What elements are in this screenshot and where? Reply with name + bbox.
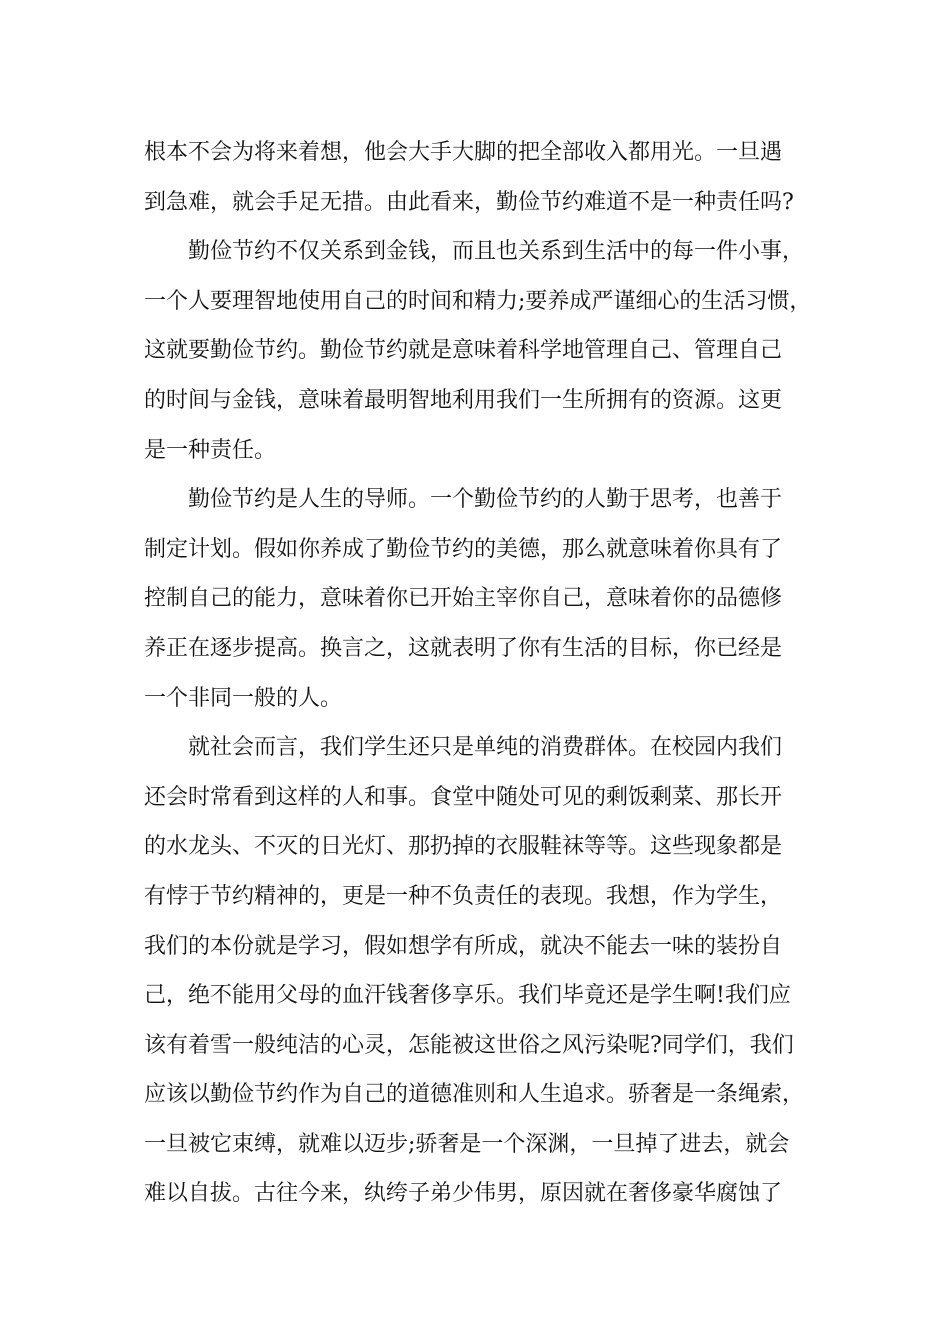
text-line: 控制自己的能力，意味着你已开始主宰你自己，意味着你的品德修 [144, 586, 783, 612]
text-line: 养正在逐步提高。换言之，这就表明了你有生活的目标，你已经是 [144, 635, 783, 661]
text-line: 的时间与金钱，意味着最明智地利用我们一生所拥有的资源。这更 [144, 387, 783, 413]
text-line: 我们的本份就是学习，假如想学有所成，就决不能去一味的装扮自 [144, 933, 783, 959]
text-line: 难以自拔。古往今来，纨绔子弟少伟男，原因就在奢侈豪华腐蚀了 [144, 1181, 783, 1207]
text-line: 己，绝不能用父母的血汗钱奢侈享乐。我们毕竟还是学生啊!我们应 [144, 983, 791, 1009]
text-line: 一个非同一般的人。 [144, 685, 343, 711]
text-line: 勤俭节约不仅关系到金钱，而且也关系到生活中的每一件小事， [188, 239, 805, 265]
text-line: 有悖于节约精神的，更是一种不负责任的表现。我想，作为学生， [144, 883, 783, 909]
text-line: 根本不会为将来着想，他会大手大脚的把全部收入都用光。一旦遇 [144, 140, 783, 165]
text-line: 该有着雪一般纯洁的心灵，怎能被这世俗之风污染呢?同学们，我们 [144, 1032, 794, 1058]
body-text [144, 128, 824, 1219]
text-line: 这就要勤俭节约。勤俭节约就是意味着科学地管理自己、管理自己 [144, 338, 783, 364]
text-line: 应该以勤俭节约作为自己的道德准则和人生追求。骄奢是一条绳索， [144, 1082, 805, 1108]
text-line: 的水龙头、不灭的日光灯、那扔掉的衣服鞋袜等等。这些现象都是 [144, 834, 783, 860]
text-line: 就社会而言，我们学生还只是单纯的消费群体。在校园内我们 [188, 735, 783, 761]
text-line: 勤俭节约是人生的导师。一个勤俭节约的人勤于思考，也善于 [188, 487, 783, 513]
text-line: 一个人要理智地使用自己的时间和精力;要养成严谨细心的生活习惯， [144, 288, 812, 314]
text-line: 是一种责任。 [144, 437, 277, 463]
text-line: 一旦被它束缚，就难以迈步;骄奢是一个深渊，一旦掉了进去，就会 [144, 1131, 790, 1157]
text-line: 制定计划。假如你养成了勤俭节约的美德，那么就意味着你具有了 [144, 536, 783, 562]
text-line: 还会时常看到这样的人和事。食堂中随处可见的剩饭剩菜、那长开 [144, 784, 783, 810]
text-line: 到急难，就会手足无措。由此看来，勤俭节约难道不是一种责任吗? [144, 189, 794, 215]
